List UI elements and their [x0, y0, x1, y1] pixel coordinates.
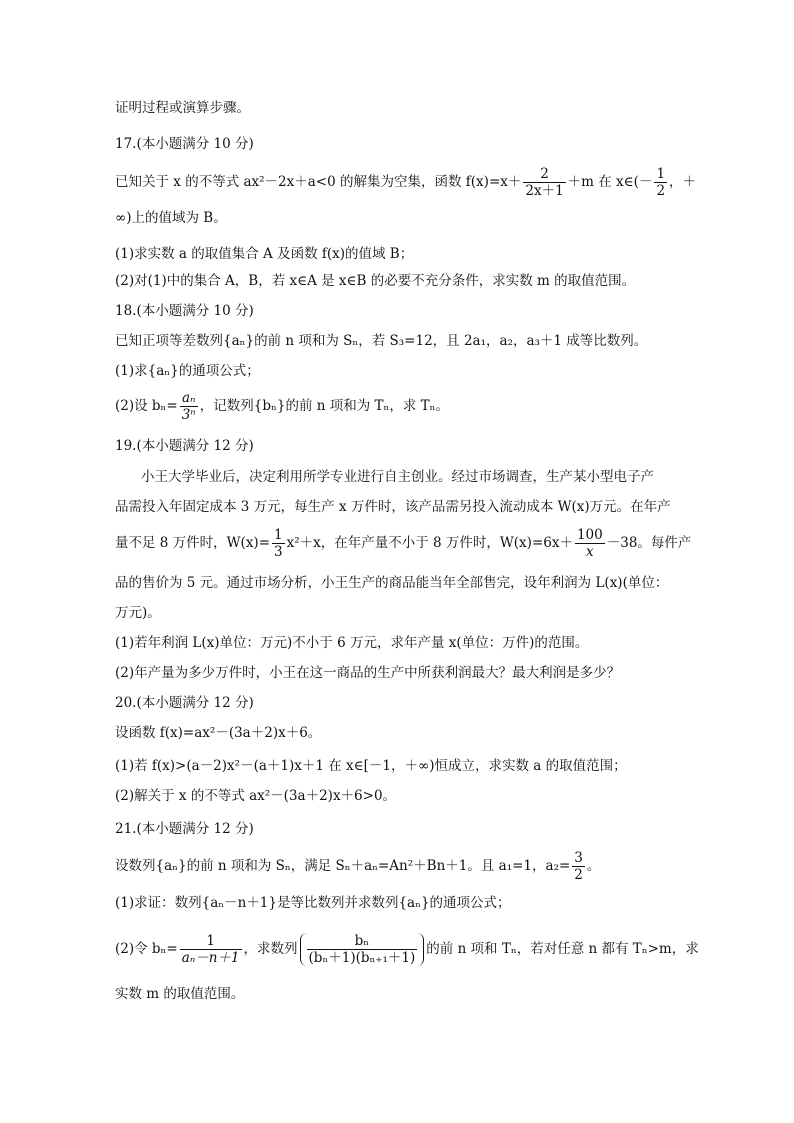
text: 小王大学毕业后，决定利用所学专业进行自主创业。经过市场调查，生产某小型电子产: [141, 469, 654, 485]
q20-part1: [115, 756, 627, 776]
fraction-1-over-3: [272, 527, 285, 560]
q18-stem: [115, 331, 647, 351]
q21-part1: [115, 893, 511, 913]
fraction-sequence-term: [307, 933, 418, 966]
q18-part1: [115, 361, 260, 381]
text: 17.(本小题满分 10 分): [115, 136, 254, 152]
text: x²＋x，在年产量不小于 8 万件时，W(x)=6x＋: [286, 535, 573, 551]
fraction-100-over-x: [575, 527, 605, 560]
q18-heading: [115, 301, 254, 321]
numerator: aₙ: [181, 390, 196, 406]
text: (2)解关于 x 的不等式 ax²－(3a＋2)x＋6>0。: [115, 788, 397, 804]
q17-stem-line2: [115, 208, 227, 228]
q19-stem-line4: [115, 573, 668, 593]
text: 设函数 f(x)=ax²－(3a＋2)x＋6。: [115, 725, 322, 741]
q19-heading: [115, 436, 254, 456]
text: 20.(本小题满分 12 分): [115, 695, 254, 711]
text: (1)若年利润 L(x)单位：万元)不小于 6 万元，求年产量 x(单位：万件)的范围。: [115, 635, 589, 651]
q17-heading: [115, 134, 254, 154]
q19-stem-line1: [141, 467, 654, 487]
numerator: 1: [656, 166, 666, 182]
fraction-2-over-2x-plus-1: [523, 166, 565, 199]
denominator: (bₙ＋1)(bₙ₊₁＋1): [308, 950, 416, 966]
text: 品的售价为 5 元。通过市场分析，小王生产的商品能当年全部售完，设年利润为 L(x)(单位：: [115, 575, 669, 591]
intro-line: [115, 98, 250, 118]
q19-part1: [115, 633, 588, 653]
denominator: 3: [274, 544, 283, 560]
numerator: bₙ: [354, 933, 370, 949]
text: 已知正项等差数列{aₙ}的前 n 项和为 Sₙ，若 S₃=12，且 2a₁，a₂，a₃＋1 成等比数列。: [115, 333, 648, 349]
numerator: 1: [206, 933, 215, 949]
numerator: 3: [574, 850, 583, 866]
q17-part2: [115, 271, 635, 291]
sequence-brace: [300, 933, 425, 966]
q21-heading: [115, 819, 254, 839]
text: (2)年产量为多少万件时，小王在这一商品的生产中所获利润最大？最大利润是多少？: [115, 665, 621, 681]
q19-stem-line5: [115, 603, 161, 623]
q18-part2: [115, 390, 449, 423]
denominator: 2: [574, 867, 583, 883]
text: (1)求证：数列{aₙ－n＋1}是等比数列并求数列{aₙ}的通项公式；: [115, 895, 511, 911]
text: 证明过程或演算步骤。: [115, 100, 250, 116]
denominator: x: [575, 543, 605, 560]
numerator: 100: [576, 527, 603, 543]
q21-part2: [115, 933, 699, 966]
denominator: aₙ－n＋1: [181, 950, 240, 966]
q19-part2: [115, 663, 620, 683]
numerator: 1: [274, 527, 283, 543]
q20-part2: [115, 786, 396, 806]
text: ，＋: [669, 174, 697, 190]
text: (2)设 bₙ=: [115, 398, 178, 414]
q21-part2-cont: [115, 984, 244, 1004]
text: 设数列{aₙ}的前 n 项和为 Sₙ，满足 Sₙ＋aₙ=An²＋Bn＋1。且 a₁=1，a₂=: [115, 858, 571, 874]
text: 万元)。: [115, 605, 161, 621]
text: 品需投入年固定成本 3 万元，每生产 x 万件时，该产品需另投入流动成本 W(x)万元。在年产: [115, 499, 671, 515]
text: 18.(本小题满分 10 分): [115, 303, 254, 319]
q21-stem: [115, 850, 600, 883]
text: 的前 n 项和 Tₙ，若对任意 n 都有 Tₙ>m，求: [426, 941, 699, 957]
denominator: 2: [656, 183, 666, 199]
text: 。: [586, 858, 601, 874]
text: ，记数列{bₙ}的前 n 项和为 Tₙ，求 Tₙ。: [199, 398, 449, 414]
text: －38。每件产: [606, 535, 692, 551]
text: 21.(本小题满分 12 分): [115, 821, 254, 837]
fraction-an-over-3n: [180, 390, 198, 423]
text: ∞)上的值域为 B。: [115, 210, 227, 226]
text: 实数 m 的取值范围。: [115, 986, 245, 1002]
text: (1)求实数 a 的取值集合 A 及函数 f(x)的值域 B；: [115, 246, 414, 262]
denominator: 2x＋1: [525, 183, 564, 199]
text: (1)求{aₙ}的通项公式；: [115, 363, 260, 379]
denominator: 3ⁿ: [181, 407, 196, 423]
text: (2)对(1)中的集合 A，B，若 x∈A 是 x∈B 的必要不充分条件，求实数 m 的取值范围。: [115, 273, 636, 289]
numerator: 2: [540, 166, 549, 182]
q17-part1: [115, 244, 413, 264]
text: ，求数列: [243, 941, 298, 957]
q19-stem-line3: [115, 527, 691, 560]
fraction-3-over-2: [572, 850, 585, 883]
text: (1)若 f(x)>(a－2)x²－(a＋1)x＋1 在 x∈[－1，＋∞)恒成立，求实数 a 的取值范围；: [115, 758, 627, 774]
fraction-1-over-2: [654, 166, 667, 199]
q20-stem: [115, 723, 321, 743]
q19-stem-line2: [115, 497, 671, 517]
text: 量不足 8 万件时，W(x)=: [115, 535, 271, 551]
text: (2)令 bₙ=: [115, 941, 178, 957]
q20-heading: [115, 693, 254, 713]
fraction-bn-definition: [180, 933, 242, 966]
text: 已知关于 x 的不等式 ax²－2x＋a<0 的解集为空集，函数 f(x)=x＋: [115, 174, 522, 190]
text: ＋m 在 x∈(－: [567, 174, 653, 190]
q17-stem-line1: [115, 166, 696, 199]
text: 19.(本小题满分 12 分): [115, 438, 254, 454]
